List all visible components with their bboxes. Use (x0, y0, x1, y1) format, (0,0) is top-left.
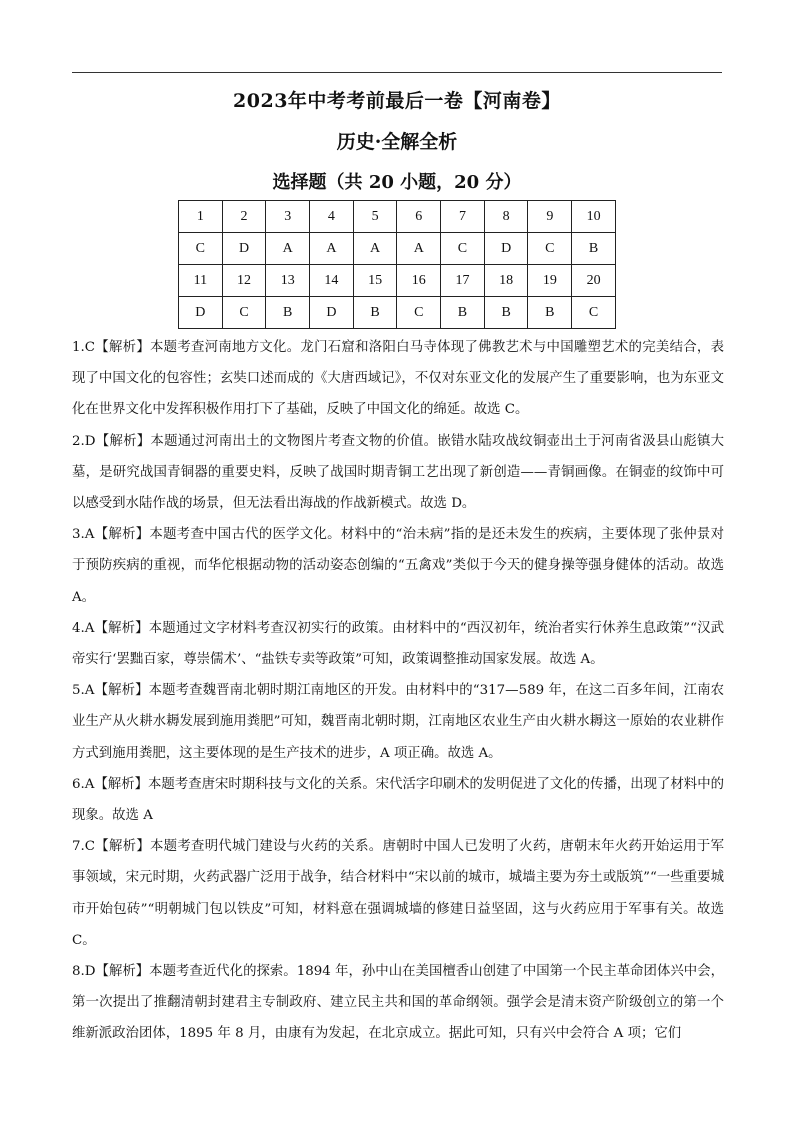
explanations (72, 332, 724, 1050)
question-number-cell: 20 (572, 265, 616, 297)
question-number-cell: 3 (266, 201, 310, 233)
question-number-cell: 8 (484, 201, 528, 233)
section-heading: 选择题（共 20 小题，20 分） (272, 172, 522, 193)
explanation-2: 2.D【解析】本题通过河南出土的文物图片考查文物的价值。嵌错水陆攻战纹铜壶出土于河南省汲县山彪镇大墓，是研究战国青铜器的重要史料，反映了战国时期青铜工艺出现了新创造——青铜画像。在铜壶的纹饰中可以感受到水陆作战的场景，但无法看出海战的作战新模式。故选 D。 (72, 433, 724, 512)
question-number-cell: 15 (353, 265, 397, 297)
answer-cell: B (266, 297, 310, 329)
question-number-cell: 10 (572, 201, 616, 233)
answer-cell: B (441, 297, 485, 329)
answer-cell: B (572, 233, 616, 265)
question-number-cell: 18 (484, 265, 528, 297)
answer-cell: C (397, 297, 441, 329)
answer-table-row (179, 265, 616, 297)
header-rule (72, 72, 722, 73)
question-number-cell: 17 (441, 265, 485, 297)
answer-cell: A (353, 233, 397, 265)
question-number-cell: 4 (310, 201, 354, 233)
answer-cell: D (179, 297, 223, 329)
question-number-cell: 5 (353, 201, 397, 233)
answer-cell: A (310, 233, 354, 265)
answer-table-row (179, 201, 616, 233)
explanation-1: 1.C【解析】本题考查河南地方文化。龙门石窟和洛阳白马寺体现了佛教艺术与中国雕塑艺术的完美结合，表现了中国文化的包容性；玄奘口述而成的《大唐西域记》，不仅对东亚文化的发展产生了重要影响，也为东亚文化在世界文化中发挥积极作用打下了基础，反映了中国文化的绵延。故选 C。 (72, 340, 724, 418)
answer-cell: C (222, 297, 266, 329)
answer-cell: D (484, 233, 528, 265)
question-number-cell: 6 (397, 201, 441, 233)
question-number-cell: 19 (528, 265, 572, 297)
question-number-cell: 9 (528, 201, 572, 233)
answer-cell: B (353, 297, 397, 329)
question-number-cell: 16 (397, 265, 441, 297)
answer-cell: B (528, 297, 572, 329)
answer-cell: C (179, 233, 223, 265)
answer-cell: A (397, 233, 441, 265)
answer-cell: D (222, 233, 266, 265)
explanation-4: 4.A【解析】本题通过文字材料考查汉初实行的政策。由材料中的“西汉初年，统治者实行休养生息政策”“汉武帝实行‘罢黜百家，尊崇儒术’、“盐铁专卖等政策”可知，政策调整推动国家发展。故选 A。 (72, 620, 724, 668)
answer-cell: C (528, 233, 572, 265)
explanation-5: 5.A【解析】本题考查魏晋南北朝时期江南地区的开发。由材料中的“317—589 年，在这二百多年间，江南农业生产从火耕水耨发展到施用粪肥”可知，魏晋南北朝时期，江南地区农业生产由火耕水耨这一原始的农业耕作方式到施用粪肥，这主要体现的是生产技术的进步，A 项正确。故选 A。 (72, 683, 724, 761)
answer-cell: C (441, 233, 485, 265)
question-number-cell: 11 (179, 265, 223, 297)
question-number-cell: 7 (441, 201, 485, 233)
explanation-3: 3.A【解析】本题考查中国古代的医学文化。材料中的“治未病”指的是还未发生的疾病，主要体现了张仲景对于预防疾病的重视，而华佗根据动物的活动姿态创编的“五禽戏”类似于今天的健身操等强身健体的活动。故选 A。 (72, 527, 724, 605)
explanation-7: 7.C【解析】本题考查明代城门建设与火药的关系。唐朝时中国人已发明了火药，唐朝末年火药开始运用于军事领域，宋元时期，火药武器广泛用于战争，结合材料中“宋以前的城市，城墙主要为夯土或版筑”“一些重要城市开始包砖”“明朝城门包以铁皮”可知，材料意在强调城墙的修建日益坚固，这与火药应用于军事有关。故选 C。 (72, 839, 724, 948)
explanation-6: 6.A【解析】本题考查唐宋时期科技与文化的关系。宋代活字印刷术的发明促进了文化的传播，出现了材料中的现象。故选 A (72, 776, 724, 824)
answer-cell: A (266, 233, 310, 265)
answer-table (178, 200, 616, 329)
answer-cell: D (310, 297, 354, 329)
explanation-8: 8.D【解析】本题考查近代化的探索。1894 年，孙中山在美国檀香山创建了中国第一个民主革命团体兴中会，第一次提出了推翻清朝封建君主专制政府、建立民主共和国的革命纲领。强学会是清末资产阶级创立的第一个维新派政治团体，1895 年 8 月，由康有为发起，在北京成立。据此可知，只有兴中会符合 A 项；它们 (72, 964, 724, 1042)
answer-table-row (179, 233, 616, 265)
question-number-cell: 14 (310, 265, 354, 297)
question-number-cell: 12 (222, 265, 266, 297)
page-title: 2023年中考考前最后一卷【河南卷】 (233, 90, 561, 112)
question-number-cell: 1 (179, 201, 223, 233)
answer-cell: C (572, 297, 616, 329)
page-subtitle: 历史·全解全析 (336, 131, 458, 153)
question-number-cell: 13 (266, 265, 310, 297)
question-number-cell: 2 (222, 201, 266, 233)
answer-cell: B (484, 297, 528, 329)
answer-table-row (179, 297, 616, 329)
